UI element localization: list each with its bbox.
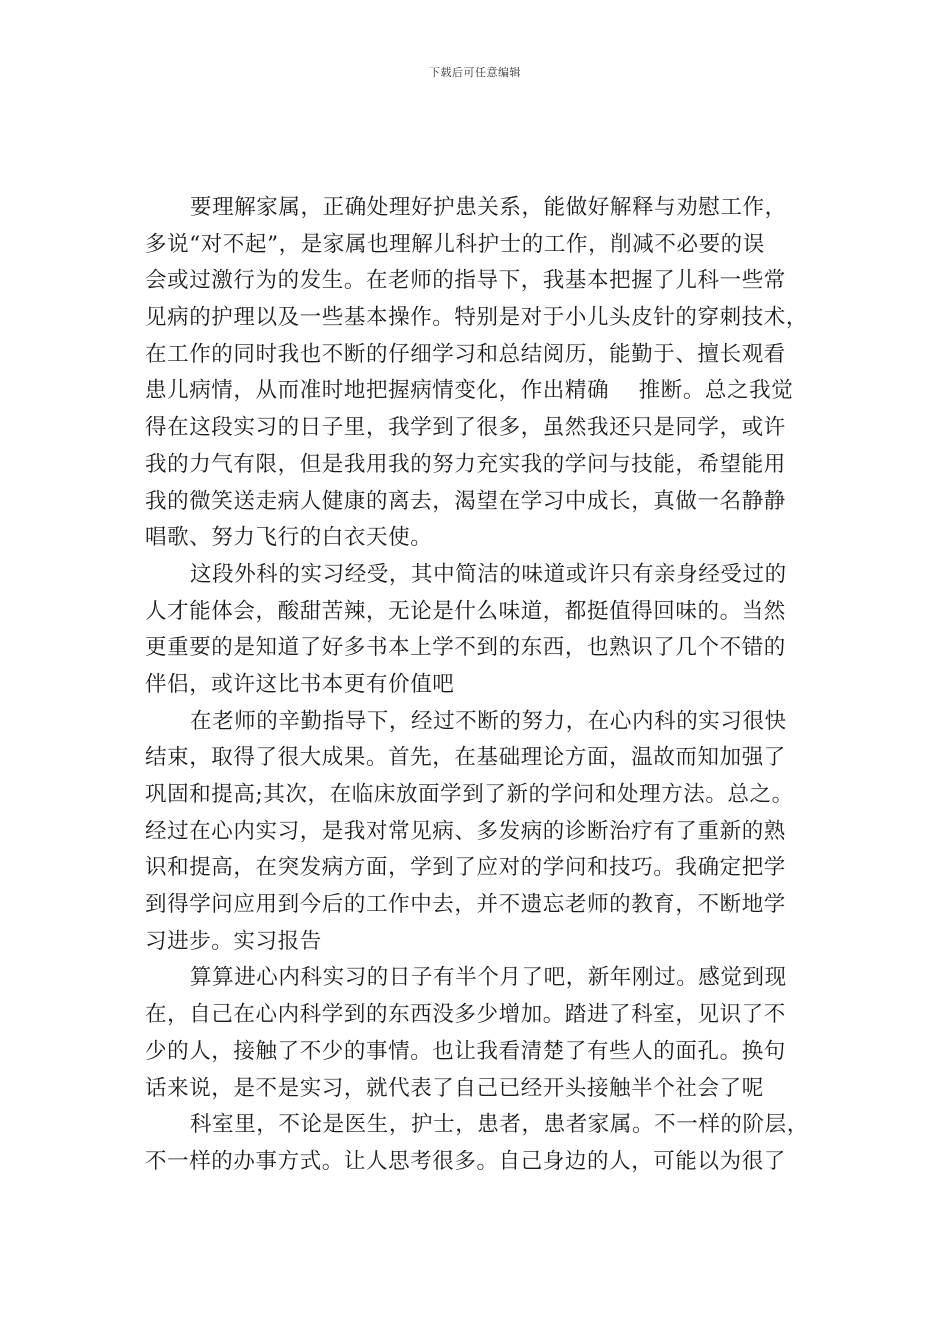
text-line: 在工作的同时我也不断的仔细学习和总结阅历，能勤于、擅长观看 <box>145 341 786 367</box>
text-line: 在老师的辛勤指导下，经过不断的努力，在心内科的实习很快 <box>190 708 787 734</box>
text-line: 不一样的办事方式。让人思考很多。自己身边的人，可能以为很了 <box>145 1148 786 1174</box>
text-line: 我的力气有限，但是我用我的努力充实我的学问与技能，希望能用 <box>145 451 786 477</box>
text-line: 唱歌、努力飞行的白衣天使。 <box>145 525 433 551</box>
text-line: 这段外科的实习经受，其中简洁的味道或许只有亲身经受过的 <box>190 561 787 587</box>
text-line: 识和提高，在突发病方面，学到了应对的学问和技巧。我确定把学 <box>145 855 786 881</box>
text-line: 我的微笑送走病人健康的离去，渴望在学习中成长，真做一名静静 <box>145 488 786 514</box>
text-line: 伴侣，或许这比书本更有价值吧 <box>145 671 455 697</box>
text-line: 患儿病情，从而准时地把握病情变化，作出精确 推断。总之我觉 <box>145 378 794 404</box>
text-line: 算算进心内科实习的日子有半个月了吧，新年刚过。感觉到现 <box>190 965 787 991</box>
text-line: 更重要的是知道了好多书本上学不到的东西，也熟识了几个不错的 <box>145 635 786 661</box>
page-header: 下载后可任意编辑 <box>429 66 521 79</box>
text-line: 习进步。实习报告 <box>145 928 322 954</box>
text-line: 话来说，是不是实习，就代表了自己已经开头接触半个社会了呢 <box>145 1075 764 1101</box>
text-line: 少的人，接触了不少的事情。也让我看清楚了有些人的面孔。换句 <box>145 1038 786 1064</box>
text-line: 得在这段实习的日子里，我学到了很多，虽然我还只是同学，或许 <box>145 415 786 441</box>
text-line: 巩固和提高;其次，在临床放面学到了新的学问和处理方法。总之。 <box>145 782 794 807</box>
text-line: 在，自己在心内科学到的东西没多少增加。踏进了科室，见识了不 <box>145 1002 786 1028</box>
text-line: 到得学问应用到今后的工作中去，并不遗忘老师的教育，不断地学 <box>145 892 786 918</box>
text-line: 科室里，不论是医生，护士，患者，患者家属。不一样的阶层， <box>190 1112 809 1138</box>
text-line: 经过在心内实习，是我对常见病、多发病的诊断治疗有了重新的熟 <box>145 818 786 844</box>
text-line: 见病的护理以及一些基本操作。特别是对于小儿头皮针的穿刺技术， <box>145 305 809 331</box>
text-line: 人才能体会，酸甜苦辣，无论是什么味道，都挺值得回味的。当然 <box>145 598 786 624</box>
text-line: 会或过激行为的发生。在老师的指导下，我基本把握了儿科一些常 <box>145 268 786 294</box>
document-body <box>145 190 817 1181</box>
text-line: 要理解家属，正确处理好护患关系，能做好解释与劝慰工作， <box>190 195 787 220</box>
text-line: 结束，取得了很大成果。首先，在基础理论方面，温故而知加强了 <box>145 745 786 771</box>
text-line: 多说“对不起”，是家属也理解儿科护士的工作，削减不必要的误 <box>145 231 765 257</box>
